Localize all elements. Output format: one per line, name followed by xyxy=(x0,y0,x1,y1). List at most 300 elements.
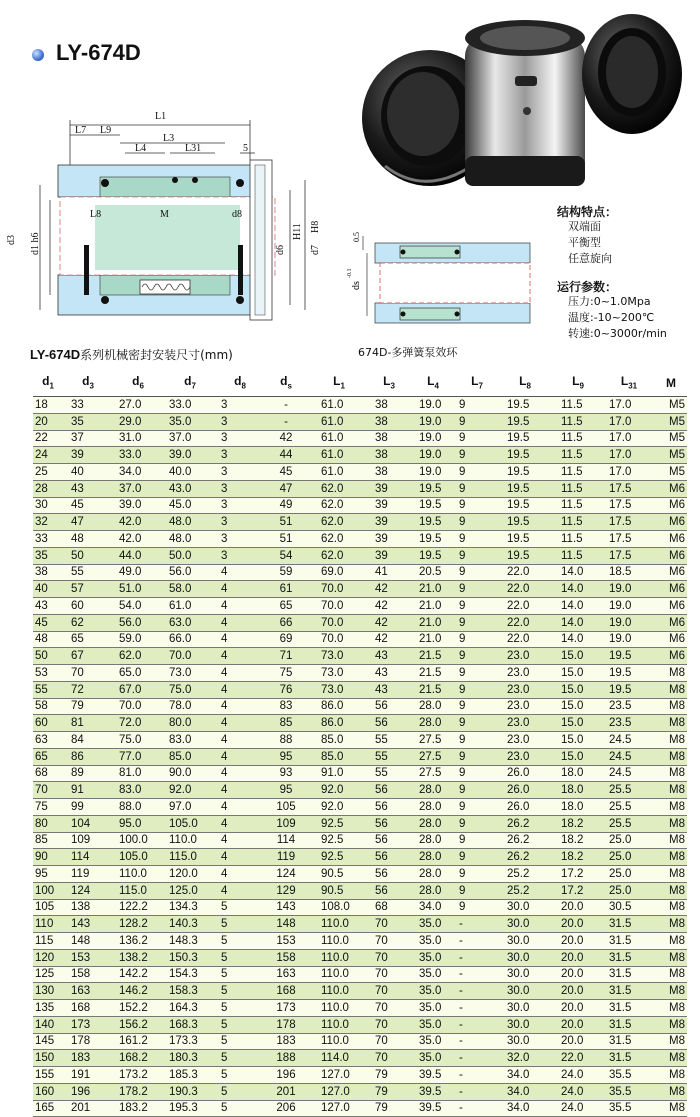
table-cell: 39.5 xyxy=(409,1067,457,1084)
table-cell: 5 xyxy=(217,983,263,1000)
table-cell: 25 xyxy=(33,464,63,481)
table-cell: 19.5 xyxy=(497,514,553,531)
table-cell: 27.5 xyxy=(409,765,457,782)
table-cell: 67.0 xyxy=(113,681,163,698)
table-cell: 79 xyxy=(369,1067,409,1084)
table-row xyxy=(33,698,687,715)
table-cell: 158 xyxy=(63,966,113,983)
table-cell: 28.0 xyxy=(409,882,457,899)
table-cell: 9 xyxy=(457,631,497,648)
table-cell: 3 xyxy=(217,413,263,430)
section-drawing xyxy=(0,105,345,335)
table-cell: 25.2 xyxy=(497,866,553,883)
table-cell: 19.5 xyxy=(497,413,553,430)
table-cell: 158.3 xyxy=(163,983,217,1000)
dim-label: 5 xyxy=(243,143,248,154)
column-header xyxy=(497,369,553,397)
table-cell: 17.2 xyxy=(553,866,603,883)
table-cell: 65.0 xyxy=(113,665,163,682)
table-cell: 56 xyxy=(369,782,409,799)
table-row xyxy=(33,799,687,816)
table-cell: 28.0 xyxy=(409,698,457,715)
table-cell: 17.5 xyxy=(603,497,655,514)
table-cell: 153 xyxy=(63,949,113,966)
table-cell: 33 xyxy=(63,397,113,414)
table-cell: 25.5 xyxy=(603,815,655,832)
table-row xyxy=(33,681,687,698)
table-cell: 110.0 xyxy=(163,832,217,849)
table-row xyxy=(33,614,687,631)
column-header xyxy=(33,369,63,397)
table-cell: 158 xyxy=(263,949,309,966)
feature-item: 平衡型 xyxy=(568,236,601,249)
table-cell: 9 xyxy=(457,715,497,732)
table-cell: 35.0 xyxy=(409,966,457,983)
dim-label: L31 xyxy=(185,143,202,154)
table-cell: 19.0 xyxy=(603,631,655,648)
table-cell: 110.0 xyxy=(309,933,369,950)
table-cell: 43 xyxy=(63,480,113,497)
table-cell: 61.0 xyxy=(309,413,369,430)
table-cell: 138.2 xyxy=(113,949,163,966)
table-cell: 24.0 xyxy=(553,1100,603,1117)
table-cell: 70.0 xyxy=(309,581,369,598)
table-cell: 47 xyxy=(63,514,113,531)
table-cell: 17.0 xyxy=(603,413,655,430)
table-cell: - xyxy=(457,949,497,966)
table-row xyxy=(33,581,687,598)
table-cell: 26.2 xyxy=(497,815,553,832)
table-cell: - xyxy=(457,1033,497,1050)
page-title: LY-674D xyxy=(56,40,141,65)
table-cell: 42.0 xyxy=(113,531,163,548)
table-cell: 32 xyxy=(33,514,63,531)
table-cell: 97.0 xyxy=(163,799,217,816)
table-cell: M8 xyxy=(655,1100,687,1117)
table-cell: 9 xyxy=(457,614,497,631)
table-cell: 72.0 xyxy=(113,715,163,732)
table-cell: 155 xyxy=(33,1067,63,1084)
table-cell: 19.5 xyxy=(603,681,655,698)
table-cell: M8 xyxy=(655,748,687,765)
table-cell: 178 xyxy=(263,1016,309,1033)
table-cell: 31.5 xyxy=(603,983,655,1000)
table-cell: 23.0 xyxy=(497,732,553,749)
table-cell: - xyxy=(263,397,309,414)
table-cell: 19.0 xyxy=(603,581,655,598)
table-cell: 35.5 xyxy=(603,1100,655,1117)
table-cell: 35.0 xyxy=(409,949,457,966)
table-cell: 17.5 xyxy=(603,514,655,531)
table-cell: 30.0 xyxy=(497,983,553,1000)
table-cell: M8 xyxy=(655,899,687,916)
table-cell: 35.0 xyxy=(409,916,457,933)
table-cell: 188 xyxy=(263,1050,309,1067)
table-cell: 18.2 xyxy=(553,832,603,849)
table-cell: 11.5 xyxy=(553,480,603,497)
table-cell: 18.5 xyxy=(603,564,655,581)
table-cell: 127.0 xyxy=(309,1100,369,1117)
column-header-symbol: d xyxy=(82,374,90,389)
table-cell: 191 xyxy=(63,1067,113,1084)
table-cell: 44.0 xyxy=(113,547,163,564)
table-cell: 178.2 xyxy=(113,1083,163,1100)
table-cell: 4 xyxy=(217,799,263,816)
table-cell: M8 xyxy=(655,983,687,1000)
table-row xyxy=(33,648,687,665)
table-cell: 19.0 xyxy=(409,397,457,414)
title-bullet-icon xyxy=(32,49,44,61)
table-cell: 25.5 xyxy=(603,782,655,799)
table-cell: 17.0 xyxy=(603,464,655,481)
small-dim-label: ds xyxy=(351,281,362,290)
table-cell: 4 xyxy=(217,715,263,732)
table-cell: 23.5 xyxy=(603,715,655,732)
table-cell: 119 xyxy=(63,866,113,883)
column-header-subscript: 1 xyxy=(49,381,54,391)
table-cell: M6 xyxy=(655,614,687,631)
table-cell: 65 xyxy=(33,748,63,765)
table-cell: 85.0 xyxy=(309,748,369,765)
table-cell: 42 xyxy=(369,581,409,598)
column-header xyxy=(263,369,309,397)
table-cell: 206 xyxy=(263,1100,309,1117)
table-cell: 45 xyxy=(33,614,63,631)
table-cell: 152.2 xyxy=(113,1000,163,1017)
table-cell: 70 xyxy=(369,1050,409,1067)
table-cell: 22.0 xyxy=(497,598,553,615)
table-cell: 9 xyxy=(457,547,497,564)
table-cell: 19.5 xyxy=(409,497,457,514)
table-cell: 25.0 xyxy=(603,849,655,866)
table-cell: 30.0 xyxy=(497,899,553,916)
table-cell: 5 xyxy=(217,1100,263,1117)
table-cell: 195.3 xyxy=(163,1100,217,1117)
table-cell: 73.0 xyxy=(309,665,369,682)
table-cell: 5 xyxy=(217,933,263,950)
table-cell: - xyxy=(457,1067,497,1084)
table-cell: 43 xyxy=(369,665,409,682)
table-cell: 95 xyxy=(263,782,309,799)
table-cell: 15.0 xyxy=(553,665,603,682)
column-header-symbol: L xyxy=(620,374,629,389)
table-cell: 35.0 xyxy=(163,413,217,430)
table-cell: 30.5 xyxy=(603,899,655,916)
column-header xyxy=(603,369,655,397)
table-cell: 86 xyxy=(63,748,113,765)
table-cell: 173.3 xyxy=(163,1033,217,1050)
table-cell: 59.0 xyxy=(113,631,163,648)
table-cell: 5 xyxy=(217,949,263,966)
table-cell: 140 xyxy=(33,1016,63,1033)
table-cell: 110 xyxy=(33,916,63,933)
table-cell: 67 xyxy=(63,648,113,665)
table-cell: 21.5 xyxy=(409,648,457,665)
table-cell: 73.0 xyxy=(309,681,369,698)
table-cell: M8 xyxy=(655,1083,687,1100)
table-cell: 35 xyxy=(63,413,113,430)
table-cell: 22.0 xyxy=(497,564,553,581)
table-cell: 56 xyxy=(369,849,409,866)
table-cell: 38 xyxy=(369,447,409,464)
table-cell: 83.0 xyxy=(163,732,217,749)
table-cell: 136.2 xyxy=(113,933,163,950)
table-cell: 4 xyxy=(217,748,263,765)
table-cell: 45 xyxy=(263,464,309,481)
table-cell: 34.0 xyxy=(497,1067,553,1084)
table-cell: 35.0 xyxy=(409,983,457,1000)
table-cell: 110.0 xyxy=(113,866,163,883)
table-cell: 70.0 xyxy=(309,598,369,615)
table-cell: 21.0 xyxy=(409,631,457,648)
table-cell: 20.0 xyxy=(553,1016,603,1033)
table-cell: 19.0 xyxy=(409,413,457,430)
table-cell: M8 xyxy=(655,832,687,849)
table-cell: 22.0 xyxy=(497,581,553,598)
table-cell: 23.0 xyxy=(497,648,553,665)
table-cell: 110.0 xyxy=(309,966,369,983)
table-cell: 75 xyxy=(263,665,309,682)
table-cell: M6 xyxy=(655,598,687,615)
table-cell: 92.5 xyxy=(309,815,369,832)
table-cell: 3 xyxy=(217,547,263,564)
table-cell: M6 xyxy=(655,581,687,598)
table-cell: 9 xyxy=(457,782,497,799)
table-cell: 3 xyxy=(217,480,263,497)
table-cell: 173.2 xyxy=(113,1067,163,1084)
table-cell: 17.5 xyxy=(603,547,655,564)
table-cell: 143 xyxy=(263,899,309,916)
table-cell: M8 xyxy=(655,681,687,698)
table-cell: 56 xyxy=(369,715,409,732)
table-cell: 70 xyxy=(369,966,409,983)
table-cell: 48.0 xyxy=(163,514,217,531)
table-cell: 56.0 xyxy=(163,564,217,581)
table-cell: 129 xyxy=(263,882,309,899)
table-cell: 19.0 xyxy=(603,598,655,615)
table-cell: 4 xyxy=(217,832,263,849)
table-cell: 92.0 xyxy=(309,799,369,816)
table-cell: 70 xyxy=(369,916,409,933)
table-cell: 21.0 xyxy=(409,581,457,598)
column-header xyxy=(113,369,163,397)
table-cell: 25.0 xyxy=(603,832,655,849)
right-ring-image xyxy=(582,14,682,134)
table-cell: 9 xyxy=(457,648,497,665)
table-cell: 33 xyxy=(33,531,63,548)
table-cell: 50 xyxy=(63,547,113,564)
table-cell: 196 xyxy=(263,1067,309,1084)
table-cell: 35.5 xyxy=(603,1067,655,1084)
table-cell: 32.0 xyxy=(497,1050,553,1067)
table-cell: 5 xyxy=(217,1033,263,1050)
table-cell: 66 xyxy=(263,614,309,631)
table-row xyxy=(33,882,687,899)
table-cell: 20.0 xyxy=(553,949,603,966)
table-cell: 27.0 xyxy=(113,397,163,414)
table-cell: 25.0 xyxy=(603,866,655,883)
table-cell: 43.0 xyxy=(163,480,217,497)
feature-item: 双端面 xyxy=(568,220,601,233)
table-cell: 31.5 xyxy=(603,933,655,950)
product-photo xyxy=(355,6,695,201)
table-cell: 20.0 xyxy=(553,1000,603,1017)
dim-label: d1 h6 xyxy=(30,232,41,255)
table-cell: 37.0 xyxy=(113,480,163,497)
table-cell: 4 xyxy=(217,882,263,899)
table-cell: 19.5 xyxy=(409,531,457,548)
table-cell: 19.0 xyxy=(409,464,457,481)
table-cell: 19.5 xyxy=(603,648,655,665)
table-row xyxy=(33,1016,687,1033)
table-cell: 18 xyxy=(33,397,63,414)
table-cell: 115.0 xyxy=(163,849,217,866)
table-cell: 75.0 xyxy=(163,681,217,698)
table-cell: 28.0 xyxy=(409,782,457,799)
table-cell: 22.0 xyxy=(497,614,553,631)
table-cell: 11.5 xyxy=(553,397,603,414)
column-header-subscript: 9 xyxy=(579,381,584,391)
table-cell: 5 xyxy=(217,899,263,916)
small-dim-label: -0.1 xyxy=(347,268,353,278)
table-cell: 19.5 xyxy=(497,531,553,548)
table-cell: 9 xyxy=(457,832,497,849)
table-cell: 56 xyxy=(369,698,409,715)
table-cell: 70 xyxy=(33,782,63,799)
table-caption xyxy=(30,346,233,363)
table-cell: 20.5 xyxy=(409,564,457,581)
table-cell: 156.2 xyxy=(113,1016,163,1033)
table-cell: M8 xyxy=(655,949,687,966)
table-cell: 56 xyxy=(369,882,409,899)
table-cell: 95 xyxy=(263,748,309,765)
table-header-row xyxy=(33,369,687,397)
table-cell: 39.0 xyxy=(163,447,217,464)
small-dim-label: 0.5 xyxy=(352,232,361,242)
table-cell: 69 xyxy=(263,631,309,648)
column-header-subscript: 8 xyxy=(241,381,246,391)
table-cell: 24 xyxy=(33,447,63,464)
table-cell: 160 xyxy=(33,1083,63,1100)
table-cell: M5 xyxy=(655,430,687,447)
table-cell: 22.0 xyxy=(497,631,553,648)
table-cell: 31.5 xyxy=(603,1016,655,1033)
table-cell: 140.3 xyxy=(163,916,217,933)
column-header xyxy=(309,369,369,397)
table-cell: 26.2 xyxy=(497,849,553,866)
table-cell: M8 xyxy=(655,782,687,799)
table-cell: 11.5 xyxy=(553,464,603,481)
table-cell: 41 xyxy=(369,564,409,581)
table-row xyxy=(33,866,687,883)
table-cell: 4 xyxy=(217,782,263,799)
table-cell: 75 xyxy=(33,799,63,816)
table-cell: 31.5 xyxy=(603,949,655,966)
table-cell: 92.0 xyxy=(163,782,217,799)
table-cell: 5 xyxy=(217,1000,263,1017)
table-cell: M8 xyxy=(655,715,687,732)
table-cell: 26.2 xyxy=(497,832,553,849)
table-cell: M8 xyxy=(655,866,687,883)
table-cell: 35 xyxy=(33,547,63,564)
table-cell: 65 xyxy=(63,631,113,648)
small-drawing xyxy=(345,228,545,338)
dim-label: L9 xyxy=(100,125,112,136)
column-header-subscript: 8 xyxy=(526,381,531,391)
table-cell: 4 xyxy=(217,732,263,749)
table-cell: 28.0 xyxy=(409,799,457,816)
table-cell: M8 xyxy=(655,849,687,866)
table-cell: 61.0 xyxy=(309,464,369,481)
table-cell: 146.2 xyxy=(113,983,163,1000)
table-cell: 61.0 xyxy=(163,598,217,615)
table-cell: 31.5 xyxy=(603,1050,655,1067)
table-cell: 79 xyxy=(63,698,113,715)
table-cell: 24.0 xyxy=(553,1083,603,1100)
table-row xyxy=(33,1100,687,1117)
table-cell: 33.0 xyxy=(163,397,217,414)
table-cell: 56.0 xyxy=(113,614,163,631)
table-cell: 3 xyxy=(217,397,263,414)
param-item: 转速:0~3000r/min xyxy=(568,327,667,340)
dim-label: M xyxy=(160,209,169,220)
table-cell: 15.0 xyxy=(553,732,603,749)
table-cell: 19.5 xyxy=(497,397,553,414)
table-cell: 185.3 xyxy=(163,1067,217,1084)
table-cell: 50.0 xyxy=(163,547,217,564)
table-cell: 142.2 xyxy=(113,966,163,983)
table-cell: 5 xyxy=(217,1016,263,1033)
dim-label: d8 xyxy=(232,209,242,220)
table-row xyxy=(33,1033,687,1050)
table-cell: 9 xyxy=(457,447,497,464)
table-cell: M8 xyxy=(655,732,687,749)
table-cell: - xyxy=(457,966,497,983)
table-cell: 39 xyxy=(369,514,409,531)
table-cell: 4 xyxy=(217,849,263,866)
table-cell: 153 xyxy=(263,933,309,950)
column-header xyxy=(369,369,409,397)
table-row xyxy=(33,547,687,564)
table-cell: 70 xyxy=(369,1033,409,1050)
table-cell: 28.0 xyxy=(409,866,457,883)
column-header xyxy=(409,369,457,397)
table-cell: 4 xyxy=(217,815,263,832)
table-cell: 54.0 xyxy=(113,598,163,615)
table-cell: 40 xyxy=(33,581,63,598)
table-cell: 4 xyxy=(217,598,263,615)
table-cell: 26.0 xyxy=(497,782,553,799)
column-header-symbol: d xyxy=(132,374,140,389)
table-cell: 80 xyxy=(33,815,63,832)
table-cell: 48 xyxy=(63,531,113,548)
table-cell: 42 xyxy=(369,598,409,615)
table-cell: 130 xyxy=(33,983,63,1000)
column-header-symbol: d xyxy=(280,374,288,389)
table-cell: 5 xyxy=(217,1067,263,1084)
table-row xyxy=(33,966,687,983)
table-cell: 26.0 xyxy=(497,765,553,782)
table-cell: 127.0 xyxy=(309,1067,369,1084)
table-cell: 56 xyxy=(369,799,409,816)
table-cell: 25.5 xyxy=(603,799,655,816)
features-list xyxy=(568,219,612,267)
table-cell: 70 xyxy=(369,983,409,1000)
table-cell: M6 xyxy=(655,631,687,648)
table-cell: 30 xyxy=(33,497,63,514)
table-cell: 5 xyxy=(217,1083,263,1100)
table-row xyxy=(33,782,687,799)
